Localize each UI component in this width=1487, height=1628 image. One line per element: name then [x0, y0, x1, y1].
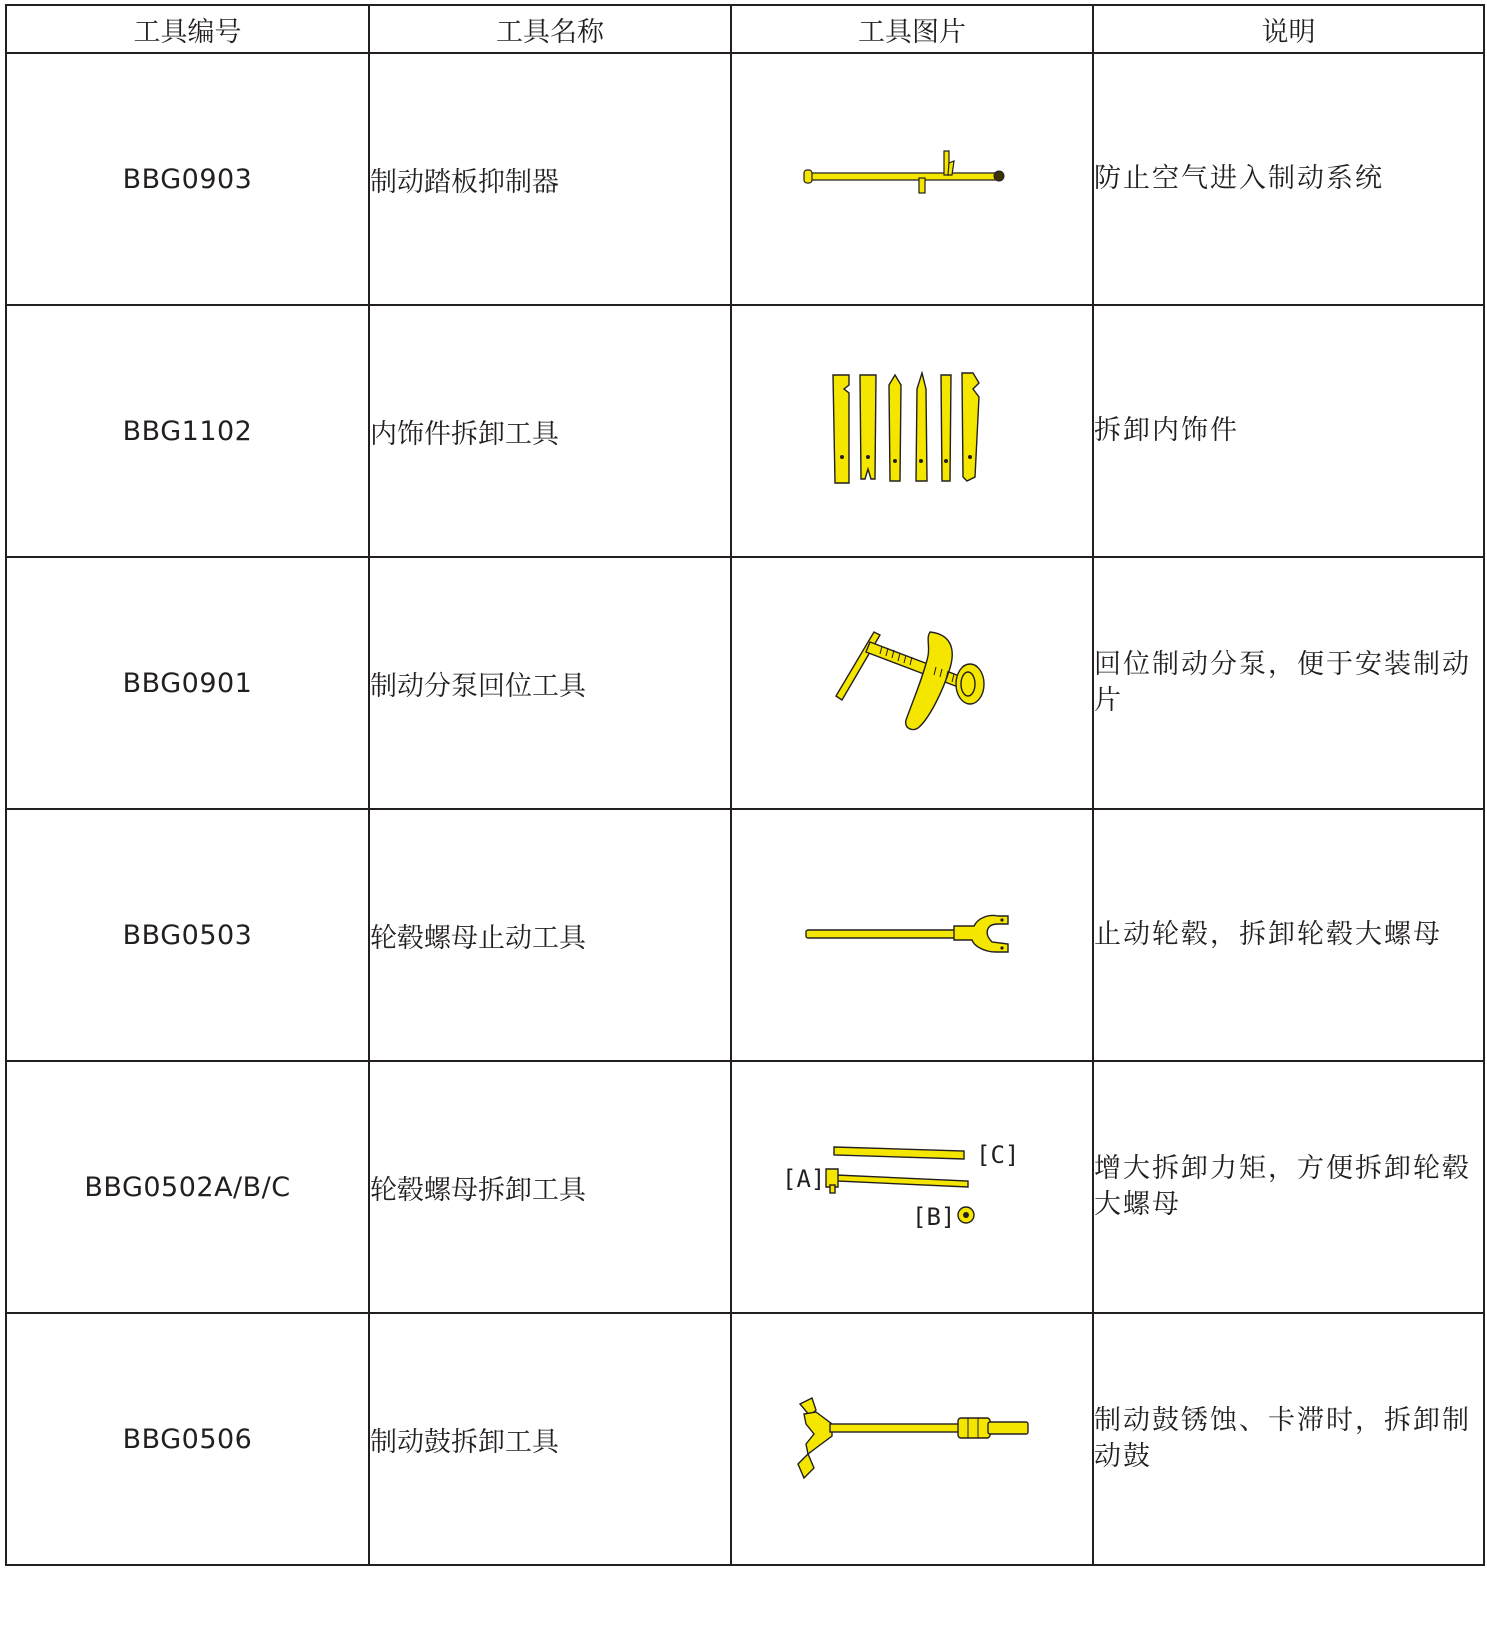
- table-row: [6, 1313, 1484, 1565]
- tool-name: 制动分泵回位工具: [369, 557, 731, 809]
- tool-name: 制动踏板抑制器: [369, 53, 731, 305]
- tool-desc: 止动轮毂，拆卸轮毂大螺母: [1093, 809, 1484, 1061]
- brake-pedal-depressor-icon: [802, 149, 1022, 209]
- tool-image: [731, 557, 1093, 809]
- table-row: [6, 53, 1484, 305]
- header-code: 工具编号: [6, 5, 369, 53]
- header-image: 工具图片: [731, 5, 1093, 53]
- header-row: [6, 5, 1484, 53]
- tool-image: [731, 809, 1093, 1061]
- tool-code: BBG0506: [6, 1313, 369, 1565]
- tool-code: BBG0901: [6, 557, 369, 809]
- label-b: [B]: [912, 1203, 956, 1231]
- table-row: [6, 809, 1484, 1061]
- table-row: [6, 557, 1484, 809]
- tool-name: 制动鼓拆卸工具: [369, 1313, 731, 1565]
- tool-code: BBG0903: [6, 53, 369, 305]
- tool-image: [731, 305, 1093, 557]
- hub-nut-removal-set-icon: [782, 1137, 1042, 1237]
- tool-desc: 拆卸内饰件: [1093, 305, 1484, 557]
- caliper-piston-retractor-icon: [832, 628, 992, 738]
- header-desc: 说明: [1093, 5, 1484, 53]
- hub-nut-holding-wrench-icon: [802, 910, 1022, 960]
- tool-name: 轮毂螺母止动工具: [369, 809, 731, 1061]
- trim-removal-tools-icon: [827, 371, 997, 491]
- tool-name: 内饰件拆卸工具: [369, 305, 731, 557]
- tool-name: 轮毂螺母拆卸工具: [369, 1061, 731, 1313]
- tool-desc: 制动鼓锈蚀、卡滞时，拆卸制动鼓: [1093, 1313, 1484, 1565]
- table-row: [6, 305, 1484, 557]
- tool-image: [731, 53, 1093, 305]
- label-a: [A]: [782, 1165, 826, 1193]
- tool-desc: 防止空气进入制动系统: [1093, 53, 1484, 305]
- tool-image: [731, 1061, 1093, 1313]
- tool-desc: 增大拆卸力矩，方便拆卸轮毂大螺母: [1093, 1061, 1484, 1313]
- header-name: 工具名称: [369, 5, 731, 53]
- tool-code: BBG1102: [6, 305, 369, 557]
- table-row: [6, 1061, 1484, 1313]
- tool-image: [731, 1313, 1093, 1565]
- tools-table: [5, 4, 1485, 1566]
- brake-drum-puller-icon: [792, 1394, 1032, 1484]
- tool-code: BBG0502A/B/C: [6, 1061, 369, 1313]
- tool-desc: 回位制动分泵，便于安装制动片: [1093, 557, 1484, 809]
- label-c: [C]: [976, 1141, 1020, 1169]
- tool-code: BBG0503: [6, 809, 369, 1061]
